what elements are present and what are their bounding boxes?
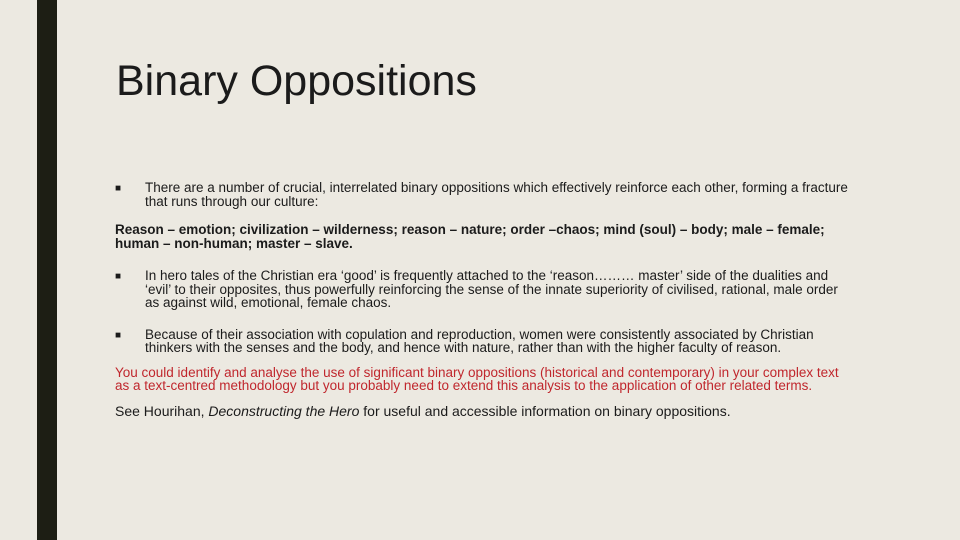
- bullet-text: Because of their association with copulation and reproduction, women were consistently associated by Christian thinkers with the senses and the body, and hence with nature, rather than with the higher faculty of reason.: [145, 326, 814, 355]
- slide-body: [115, 181, 850, 418]
- oppositions-list: Reason – emotion; civilization – wilderness; reason – nature; order –chaos; mind (soul) – body; male – female; human – non-human; master – slave.: [115, 222, 825, 251]
- side-accent-bar: [37, 0, 57, 540]
- reference-suffix: for useful and accessible information on binary oppositions.: [359, 402, 731, 419]
- analysis-note: You could identify and analyse the use of significant binary oppositions (historical and contemporary) in your complex text as a text-centred methodology but you probably need to extend this analysis to the application of other related terms.: [115, 364, 839, 393]
- square-bullet-icon: ■: [115, 329, 122, 341]
- bullet-item: [115, 181, 850, 208]
- square-bullet-icon: ■: [115, 183, 122, 194]
- slide-title: Binary Oppositions: [116, 57, 477, 105]
- bullet-item: [115, 269, 850, 310]
- reference-prefix: See Hourihan,: [115, 402, 209, 419]
- reference-line: [115, 402, 850, 419]
- bullet-text: In hero tales of the Christian era ‘good’ is frequently attached to the ‘reason……… master’ side of the dualities and ‘evil’ to their opposites, thus powerfully reinforcing the sense of the innate superiority of civilised, rational, male order as against wild, emotional, female chaos.: [145, 268, 838, 310]
- bullet-item: [115, 328, 850, 355]
- reference-book-title: Deconstructing the Hero: [208, 402, 360, 419]
- bullet-text: There are a number of crucial, interrelated binary oppositions which effectively reinforce each other, forming a fracture that runs through our culture:: [145, 180, 848, 209]
- square-bullet-icon: ■: [115, 271, 122, 282]
